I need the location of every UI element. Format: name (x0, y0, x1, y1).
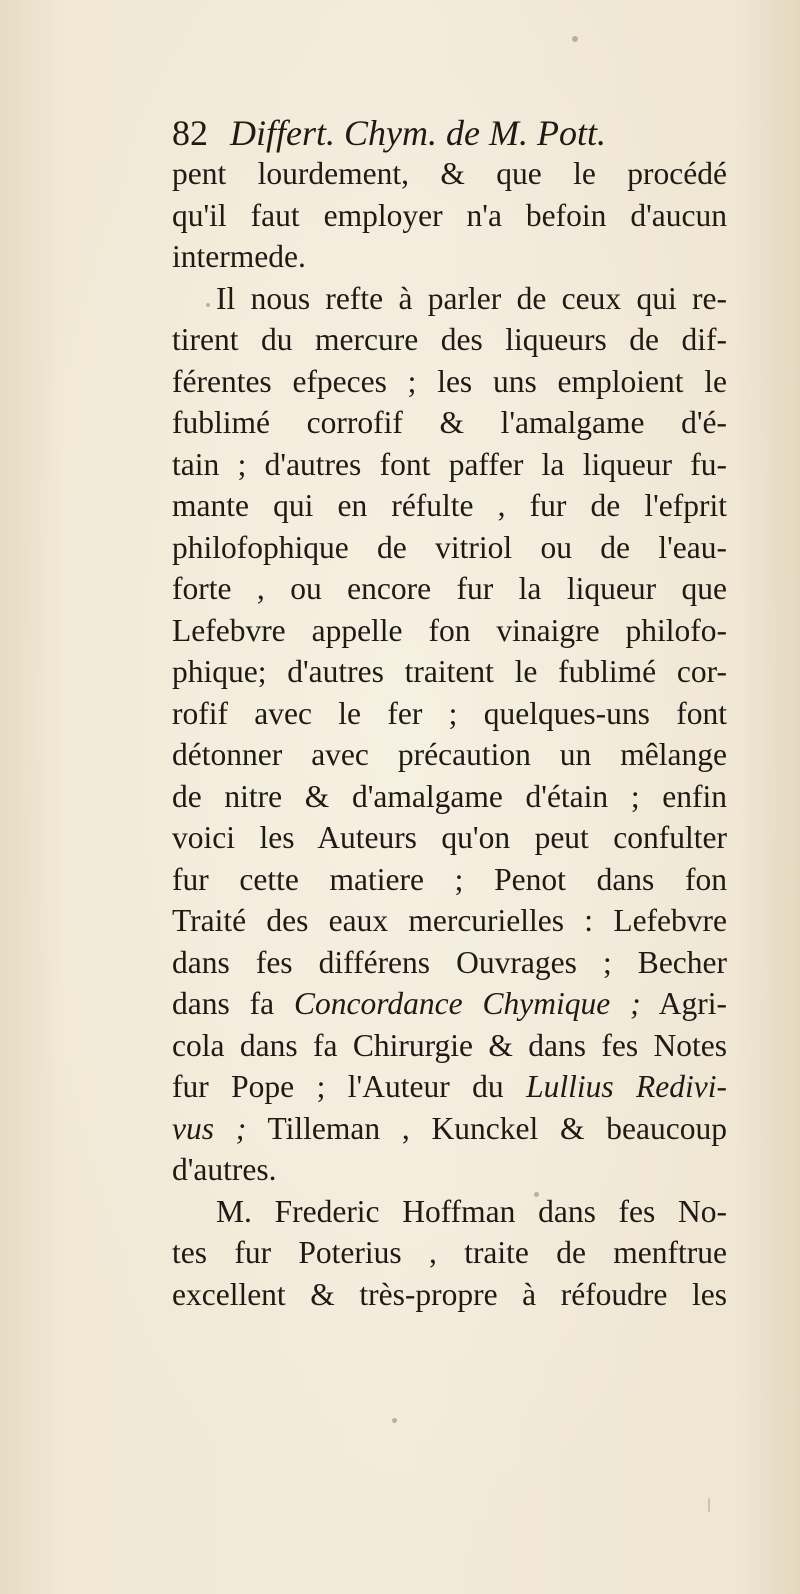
text-line: mante qui en réfulte , fur de l'efprit (172, 488, 727, 523)
text-line: tirent du mercure des liqueurs de dif- (172, 322, 727, 357)
text-line: Traité des eaux mercurielles : Lefebvre (172, 903, 727, 938)
text-line: de nitre & d'amalgame d'étain ; enfin (172, 778, 727, 814)
running-title: Differt. Chym. de M. Pott. (230, 113, 606, 153)
text-line: cola dans fa Chirurgie & dans fes Notes (172, 1027, 727, 1063)
text-line: férentes efpeces ; les uns emploient le (172, 363, 727, 399)
text-line: rofif avec le fer ; quelques-uns font (172, 695, 727, 731)
running-head (172, 111, 732, 155)
book-title: Concordance Chymique ; (294, 986, 641, 1021)
text-line: fur cette matiere ; Penot dans fon (172, 861, 727, 897)
text-segment: Tilleman , Kunckel & beaucoup (267, 1110, 727, 1146)
page-number: 82 (172, 113, 208, 153)
text-line: qu'il faut employer n'a befoin d'aucun (172, 197, 727, 233)
ink-speck (708, 1498, 710, 1512)
text-line: détonner avec précaution un mêlange (172, 737, 727, 772)
text-line: fublimé corrofif & l'amalgame d'é- (172, 405, 727, 440)
text-line: Il nous refte à parler de ceux qui re- (216, 280, 727, 316)
text-line: d'autres. (172, 1152, 277, 1187)
text-line: forte , ou encore fur la liqueur que (172, 571, 727, 606)
text-segment: dans fa (172, 986, 275, 1021)
text-line: pent lourdement, & que le procédé (172, 156, 727, 191)
book-title: vus ; (172, 1110, 247, 1146)
text-segment: fur Pope ; l'Auteur du (172, 1069, 504, 1104)
text-line: excellent & très-propre à réfoudre les (172, 1276, 727, 1312)
text-line: M. Frederic Hoffman dans fes No- (216, 1193, 727, 1229)
text-line: philofophique de vitriol ou de l'eau- (172, 529, 727, 565)
body-text (172, 153, 727, 1315)
ink-speck (572, 36, 578, 42)
text-line: tes fur Poterius , traite de menftrue (172, 1235, 727, 1270)
text-line (172, 1108, 727, 1150)
text-segment: Agri- (658, 986, 727, 1021)
book-title: Lullius Redivi- (526, 1069, 727, 1104)
text-line (172, 983, 727, 1025)
text-line: dans fes différens Ouvrages ; Becher (172, 944, 727, 980)
text-line: phique; d'autres traitent le fublimé cor- (172, 654, 727, 689)
text-line (172, 1066, 727, 1108)
ink-speck (392, 1418, 397, 1423)
text-line: intermede. (172, 239, 306, 274)
text-line: tain ; d'autres font paffer la liqueur fu- (172, 446, 727, 482)
text-line: voici les Auteurs qu'on peut confulter (172, 820, 727, 855)
text-line: Lefebvre appelle fon vinaigre philofo- (172, 612, 727, 648)
